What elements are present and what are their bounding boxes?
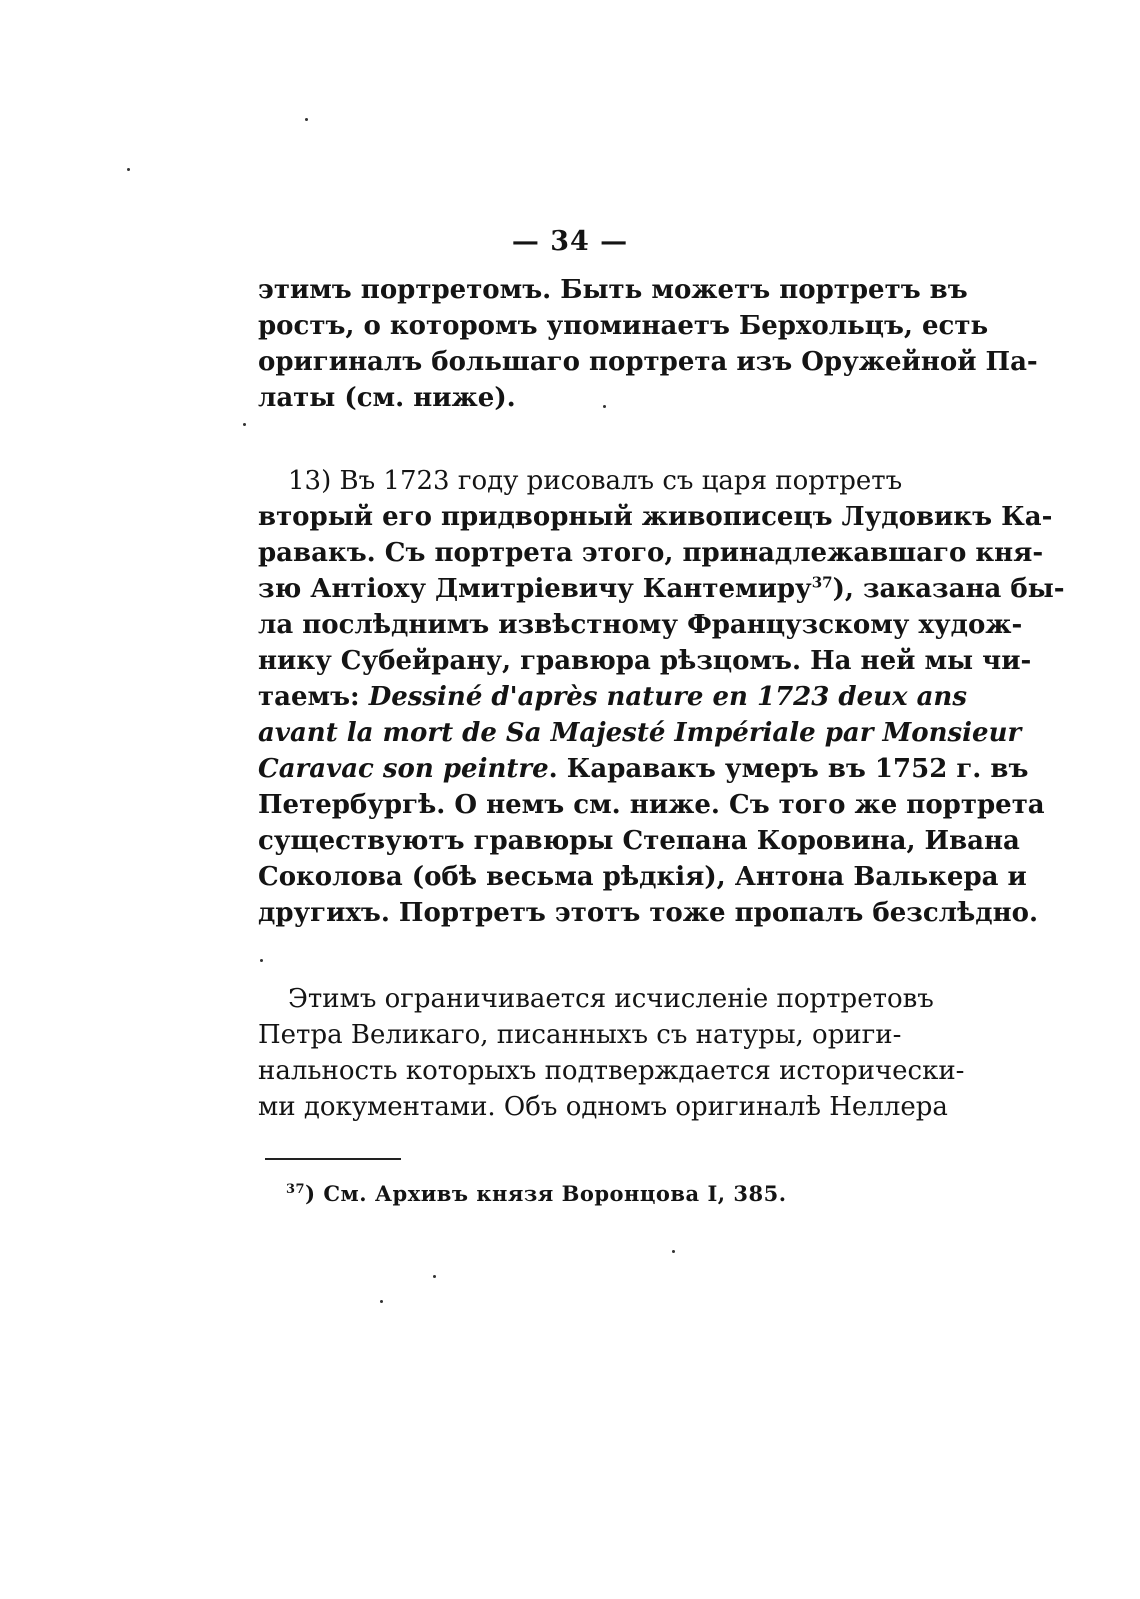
footnote-rule bbox=[265, 1158, 401, 1160]
text-span: ), заказана бы- bbox=[832, 574, 1065, 604]
text-line: оригиналъ большаго портрета изъ Оружейной Па- bbox=[258, 347, 1038, 377]
text-line: Соколова (обѣ весьма рѣдкія), Антона Валькера и bbox=[258, 862, 1027, 892]
text-line bbox=[258, 751, 1029, 787]
footnote-text: ) См. Архивъ князя Воронцова I, 385. bbox=[305, 1181, 787, 1206]
scan-speck bbox=[433, 1275, 436, 1278]
text-line: этимъ портретомъ. Быть можетъ портретъ въ bbox=[258, 275, 968, 305]
text-line bbox=[258, 679, 967, 715]
footnote bbox=[286, 1181, 787, 1206]
scan-speck bbox=[672, 1250, 675, 1253]
text-line: ла послѣднимъ извѣстному Французскому худож- bbox=[258, 610, 1023, 640]
text-line: равакъ. Съ портрета этого, принадлежавшаго кня- bbox=[258, 538, 1044, 568]
text-line: нику Субейрану, гравюра рѣзцомъ. На ней мы чи- bbox=[258, 646, 1032, 676]
text-line: существуютъ гравюры Степана Коровина, Ивана bbox=[258, 826, 1020, 856]
scan-speck bbox=[260, 959, 263, 962]
text-span: . Каравакъ умеръ въ 1752 г. въ bbox=[548, 754, 1029, 784]
text-line: Этимъ ограничивается исчисленіе портретовъ bbox=[288, 984, 934, 1014]
text-span: таемъ: bbox=[258, 682, 369, 712]
footnote-mark: 37 bbox=[286, 1182, 306, 1197]
text-span: зю Антіоху Дмитріевичу Кантемиру bbox=[258, 574, 812, 604]
french-inscription: Caravac son peintre bbox=[258, 754, 549, 784]
scan-speck bbox=[243, 423, 246, 426]
text-line: вторый его придворный живописецъ Лудовикъ Ка- bbox=[258, 502, 1053, 532]
text-line bbox=[258, 571, 1065, 607]
page-number: — 34 — bbox=[511, 226, 629, 257]
text-line: другихъ. Портретъ этотъ тоже пропалъ безслѣдно. bbox=[258, 898, 1039, 928]
french-inscription-line: avant la mort de Sa Majesté Impériale par Monsieur bbox=[258, 718, 1022, 748]
text-line: 13) Въ 1723 году рисовалъ съ царя портретъ bbox=[288, 466, 903, 496]
footnote-reference: 37 bbox=[811, 573, 833, 592]
scan-speck bbox=[380, 1300, 383, 1303]
scan-speck bbox=[603, 405, 606, 408]
text-line: ростъ, о которомъ упоминаетъ Берхольцъ, есть bbox=[258, 311, 989, 341]
text-line: Петра Великаго, писанныхъ съ натуры, ориги- bbox=[258, 1020, 902, 1050]
text-line: нальность которыхъ подтверждается исторически- bbox=[258, 1056, 965, 1086]
text-line: латы (см. ниже). bbox=[258, 383, 516, 413]
text-line: Петербургѣ. О немъ см. ниже. Съ того же портрета bbox=[258, 790, 1045, 820]
scan-speck bbox=[127, 168, 130, 171]
french-inscription: Dessiné d'après nature en 1723 deux ans bbox=[368, 682, 967, 712]
text-line: ми документами. Объ одномъ оригиналѣ Неллера bbox=[258, 1092, 948, 1122]
scan-speck bbox=[305, 118, 308, 121]
